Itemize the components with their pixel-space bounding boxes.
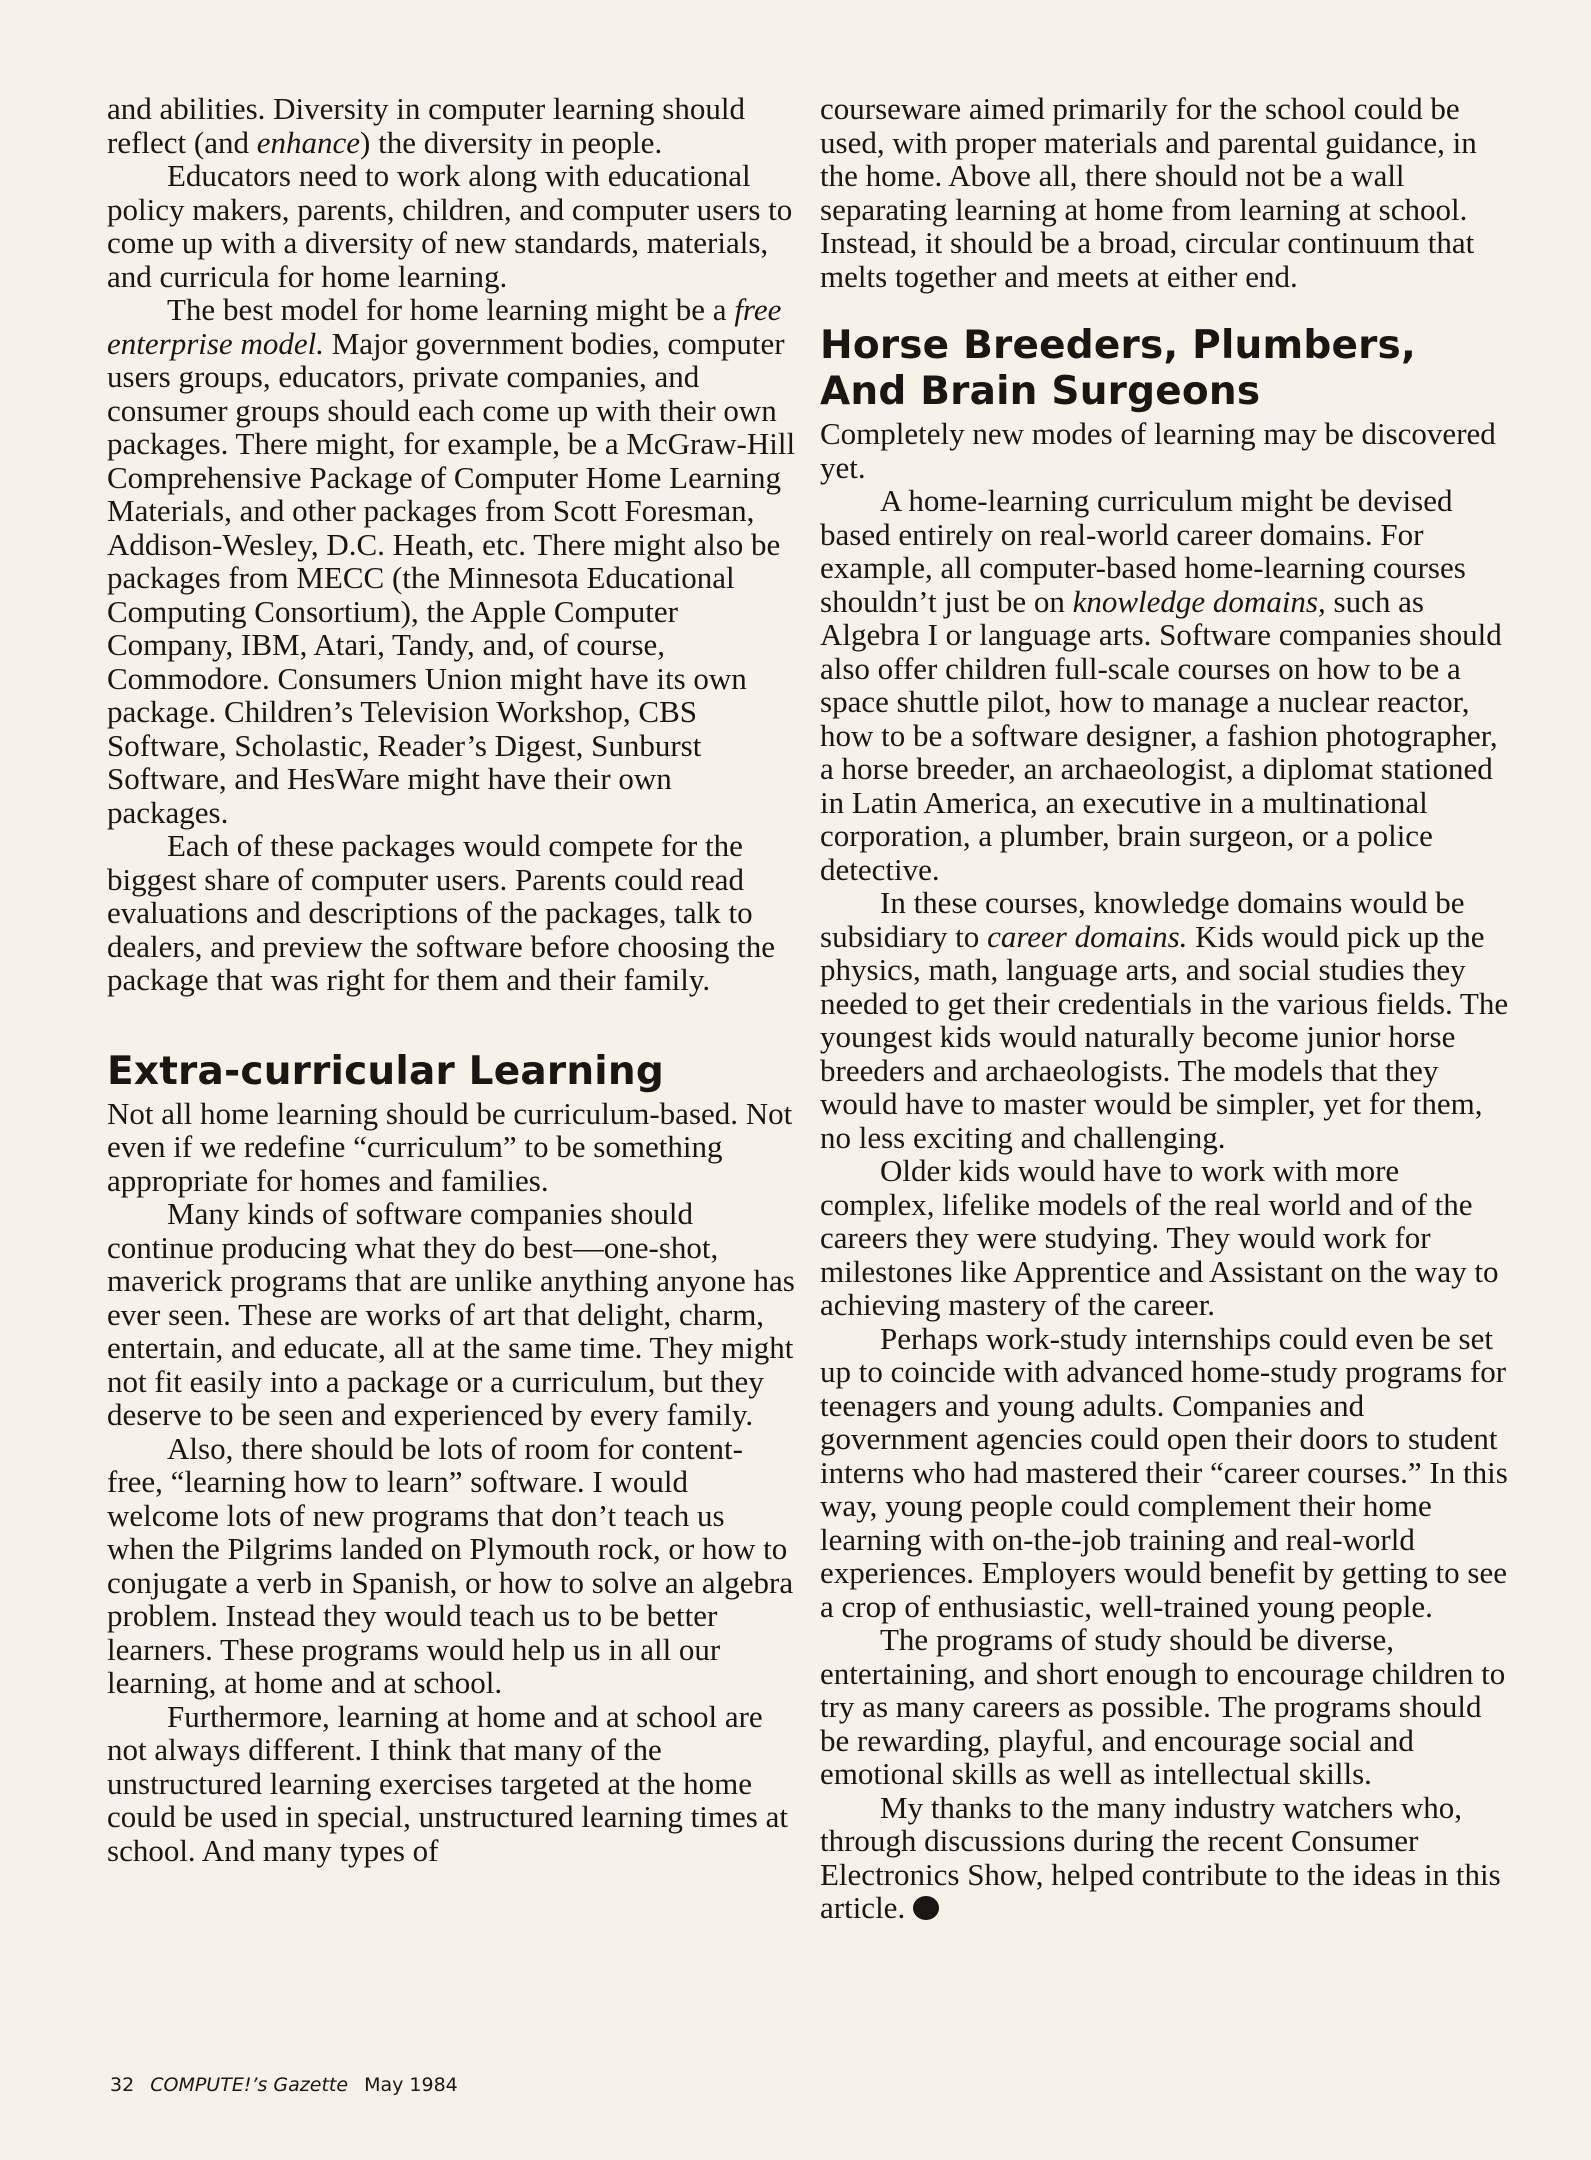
page-footer: [110, 2074, 468, 2096]
section-heading-horse-breeders: Horse Breeders, Plumbers, And Brain Surgeons: [820, 323, 1416, 414]
right-column: [820, 92, 1510, 1925]
paragraph: The programs of study should be diverse, entertaining, and short enough to encourage children to try as many careers as possible. The programs should be rewarding, playful, and encourage social and emotional skills as well as intellectual skills.: [820, 1622, 1506, 1791]
paragraph: Each of these packages would compete for the biggest share of computer users. Parents could read evaluations and descriptions of the packages, talk to dealers, and preview the software before choosing the package that was right for them and their family.: [107, 828, 775, 997]
paragraph: courseware aimed primarily for the school could be used, with proper materials and parental guidance, in the home. Above all, there should not be a wall separating learning at home from learning at school. Instead, it should be a broad, circular continuum that melts together and meets at either end.: [820, 91, 1477, 294]
paragraph: In these courses, knowledge domains would be subsidiary to career domains. Kids would pick up the physics, math, language arts, and social studies they needed to get their credentials in the various fields. The youngest kids would naturally become junior horse breeders and archaeologists. The models that they would have to master would be simpler, yet for them, no less exciting and challenging.: [820, 885, 1509, 1155]
issue-date: May 1984: [364, 2074, 458, 2096]
section-heading-extra-curricular: Extra-curricular Learning: [107, 1048, 664, 1094]
end-of-article-icon: [913, 1896, 939, 1920]
paragraph: Completely new modes of learning may be discovered yet.: [820, 416, 1496, 485]
paragraph: Furthermore, learning at home and at school are not always different. I think that many of the unstructured learning exercises targeted at the home could be used in special, unstructured learning times at school. And many types of: [107, 1698, 788, 1868]
paragraph: The best model for home learning might be a free enterprise model. Major government bodies, computer users groups, educators, private companies, and consumer groups should each come up with their own packages. There might, for example, be a McGraw-Hill Comprehensive Package of Computer Home Learning Materials, and other packages from Scott Foresman, Addison-Wesley, D.C. Heath, etc. There might also be packages from MECC (the Minnesota Educational Computing Consortium), the Apple Computer Company, IBM, Atari, Tandy, and, of course, Commodore. Consumers Union might have its own package. Children’s Television Workshop, CBS Software, Scholastic, Reader’s Digest, Sunburst Software, and HesWare might have their own packages.: [107, 292, 796, 830]
paragraph: Older kids would have to work with more complex, lifelike models of the real world and of the careers they were studying. They would work for milestones like Apprentice and Assistant on the way to achieving mastery of the career.: [820, 1153, 1499, 1322]
paragraph: Many kinds of software companies should continue producing what they do best—one-shot, maverick programs that are unlike anything anyone has ever seen. These are works of art that delight, charm, entertain, and educate, all at the same time. They might not fit easily into a package or a curriculum, but they deserve to be seen and experienced by every family.: [107, 1196, 795, 1432]
left-column: [107, 92, 797, 1867]
paragraph: A home-learning curriculum might be devised based entirely on real-world career domains. For example, all computer-based home-learning courses shouldn’t just be on knowledge domains, such as Algebra I or language arts. Software companies should also offer children full-scale courses on how to be a space shuttle pilot, how to manage a nuclear reactor, how to be a software designer, a fashion photographer, a horse breeder, an archaeologist, a diplomat stationed in Latin America, an executive in a multinational corporation, a plumber, brain surgeon, or a police detective.: [820, 483, 1502, 887]
paragraph: Also, there should be lots of room for content-free, “learning how to learn” software. I would welcome lots of new programs that don’t teach us when the Pilgrims landed on Plymouth rock, or how to conjugate a verb in Spanish, or how to solve an algebra problem. Instead they would teach us to be better learners. These programs would help us in all our learning, at home and at school.: [107, 1430, 794, 1700]
paragraph: and abilities. Diversity in computer learning should reflect (and enhance) the diversity in people.: [107, 91, 745, 160]
page-number: 32: [110, 2074, 135, 2096]
paragraph: My thanks to the many industry watchers who, through discussions during the recent Consumer Electronics Show, helped contribute to the ideas in this article.: [820, 1789, 1501, 1925]
magazine-name: COMPUTE!’s Gazette: [150, 2074, 349, 2096]
paragraph: Not all home learning should be curriculum-based. Not even if we redefine “curriculum” to be something appropriate for homes and families.: [107, 1095, 793, 1198]
paragraph: Perhaps work-study internships could even be set up to coincide with advanced home-study programs for teenagers and young adults. Companies and government agencies could open their doors to student interns who had mastered their “career courses.” In this way, young people could complement their home learning with on-the-job training and real-world experiences. Employers would benefit by getting to see a crop of enthusiastic, well-trained young people.: [820, 1320, 1508, 1624]
paragraph: Educators need to work along with educational policy makers, parents, children, and computer users to come up with a diversity of new standards, materials, and curricula for home learning.: [107, 158, 793, 294]
